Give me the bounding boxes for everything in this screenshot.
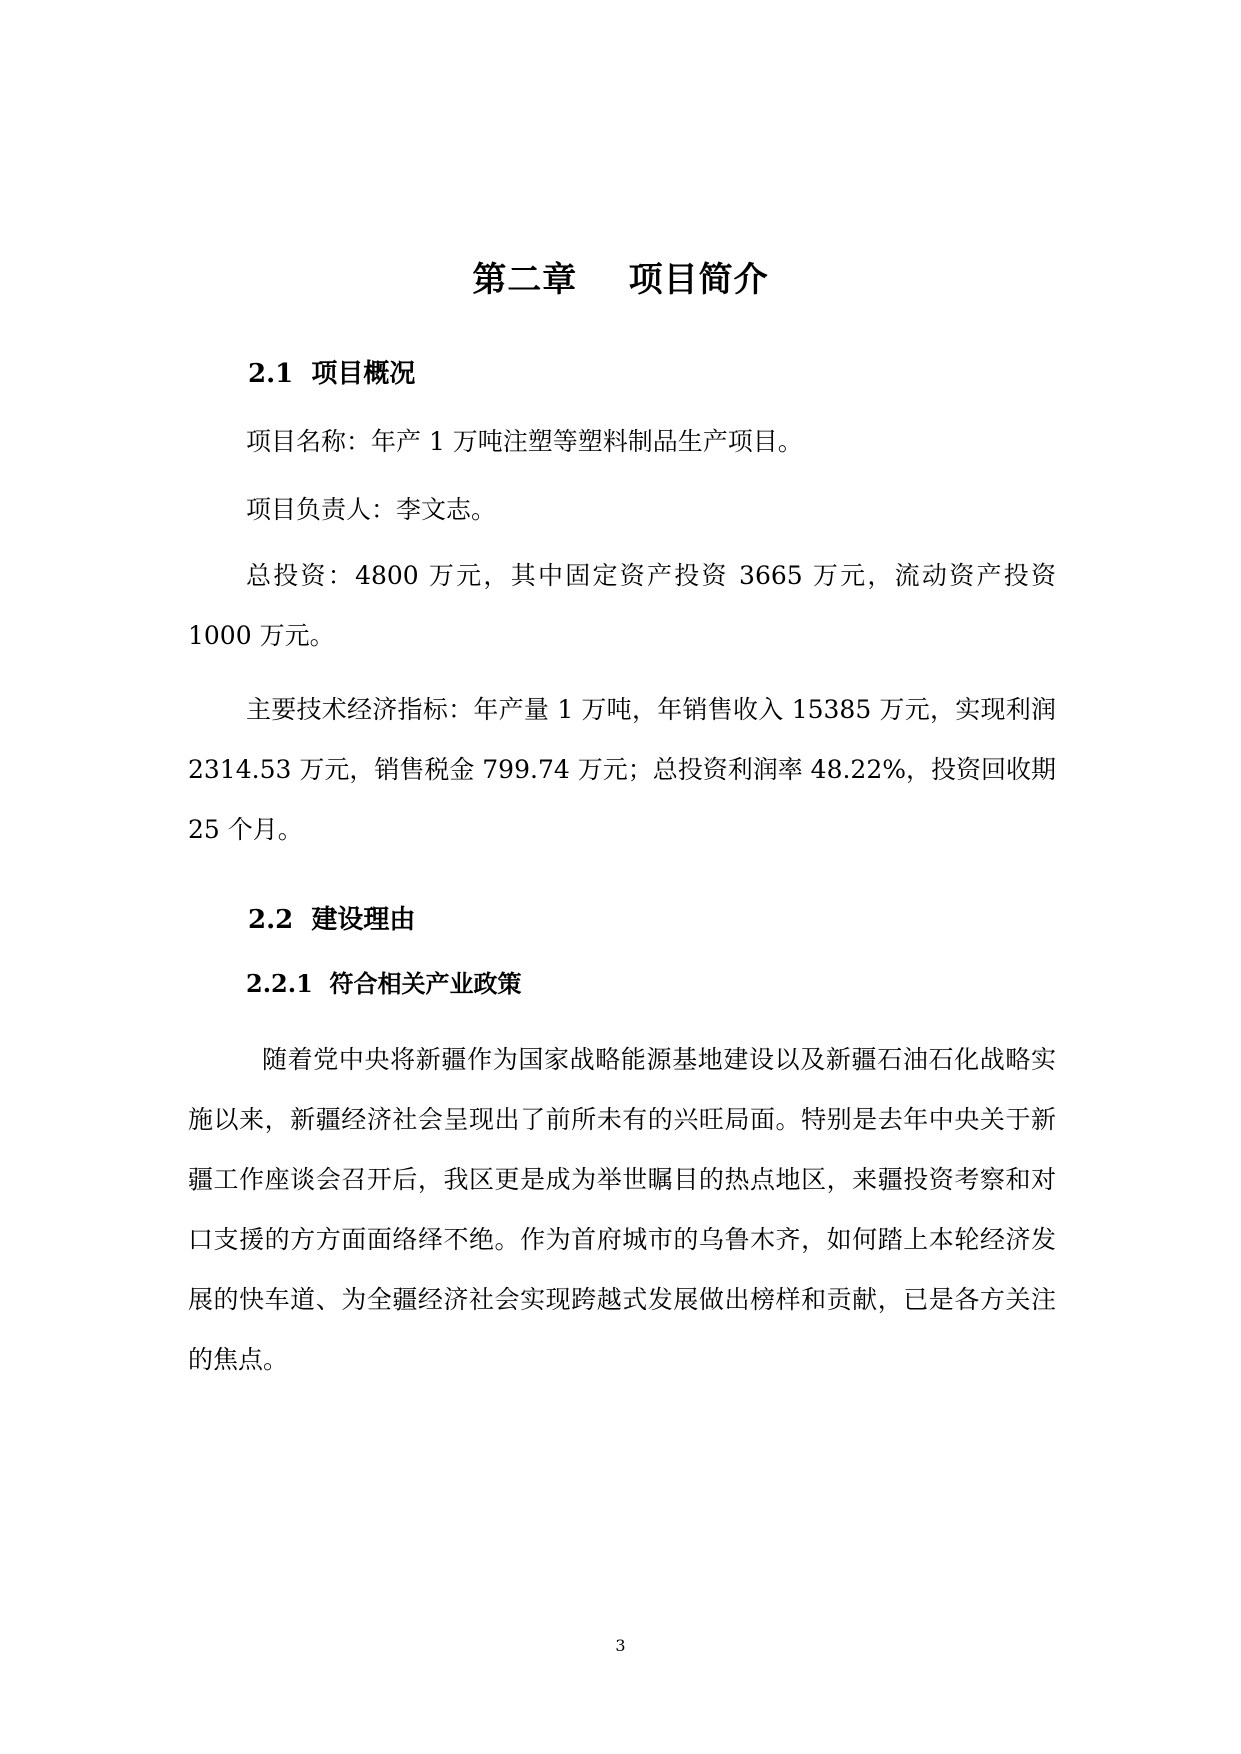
policy-paragraph: 随着党中央将新疆作为国家战略能源基地建设以及新疆石油石化战略实施以来，新疆经济社会呈现出了前所未有的兴旺局面。特别是去年中央关于新疆工作座谈会召开后，我区更是成为举世瞩目的热点地区，来疆投资考察和对口支援的方方面面络绎不绝。作为首府城市的乌鲁木齐，如何踏上本轮经济发展的快车道、为全疆经济社会实现跨越式发展做出榜样和贡献，已是各方关注的焦点。 <box>188 1045 1056 1374</box>
subsection-heading-2-2-1: 2.2.1 符合相关产业政策 <box>246 969 522 998</box>
page-number: 3 <box>615 1636 626 1655</box>
section-heading-2-2: 2.2 建设理由 <box>248 905 416 935</box>
investment-paragraph: 总投资：4800 万元，其中固定资产投资 3665 万元，流动资产投资 1000 万元。 <box>188 561 1056 650</box>
project-name-paragraph: 项目名称：年产 1 万吨注塑等塑料制品生产项目。 <box>246 427 803 456</box>
chapter-title: 第二章 项目简介 <box>472 260 769 300</box>
project-owner-paragraph: 项目负责人：李文志。 <box>246 495 497 524</box>
section-heading-2-1: 2.1 项目概况 <box>248 359 416 389</box>
indicators-paragraph: 主要技术经济指标：年产量 1 万吨，年销售收入 15385 万元，实现利润 2314.53 万元，销售税金 799.74 万元；总投资利润率 48.22%，投资回收期 25 个月。 <box>188 695 1056 844</box>
